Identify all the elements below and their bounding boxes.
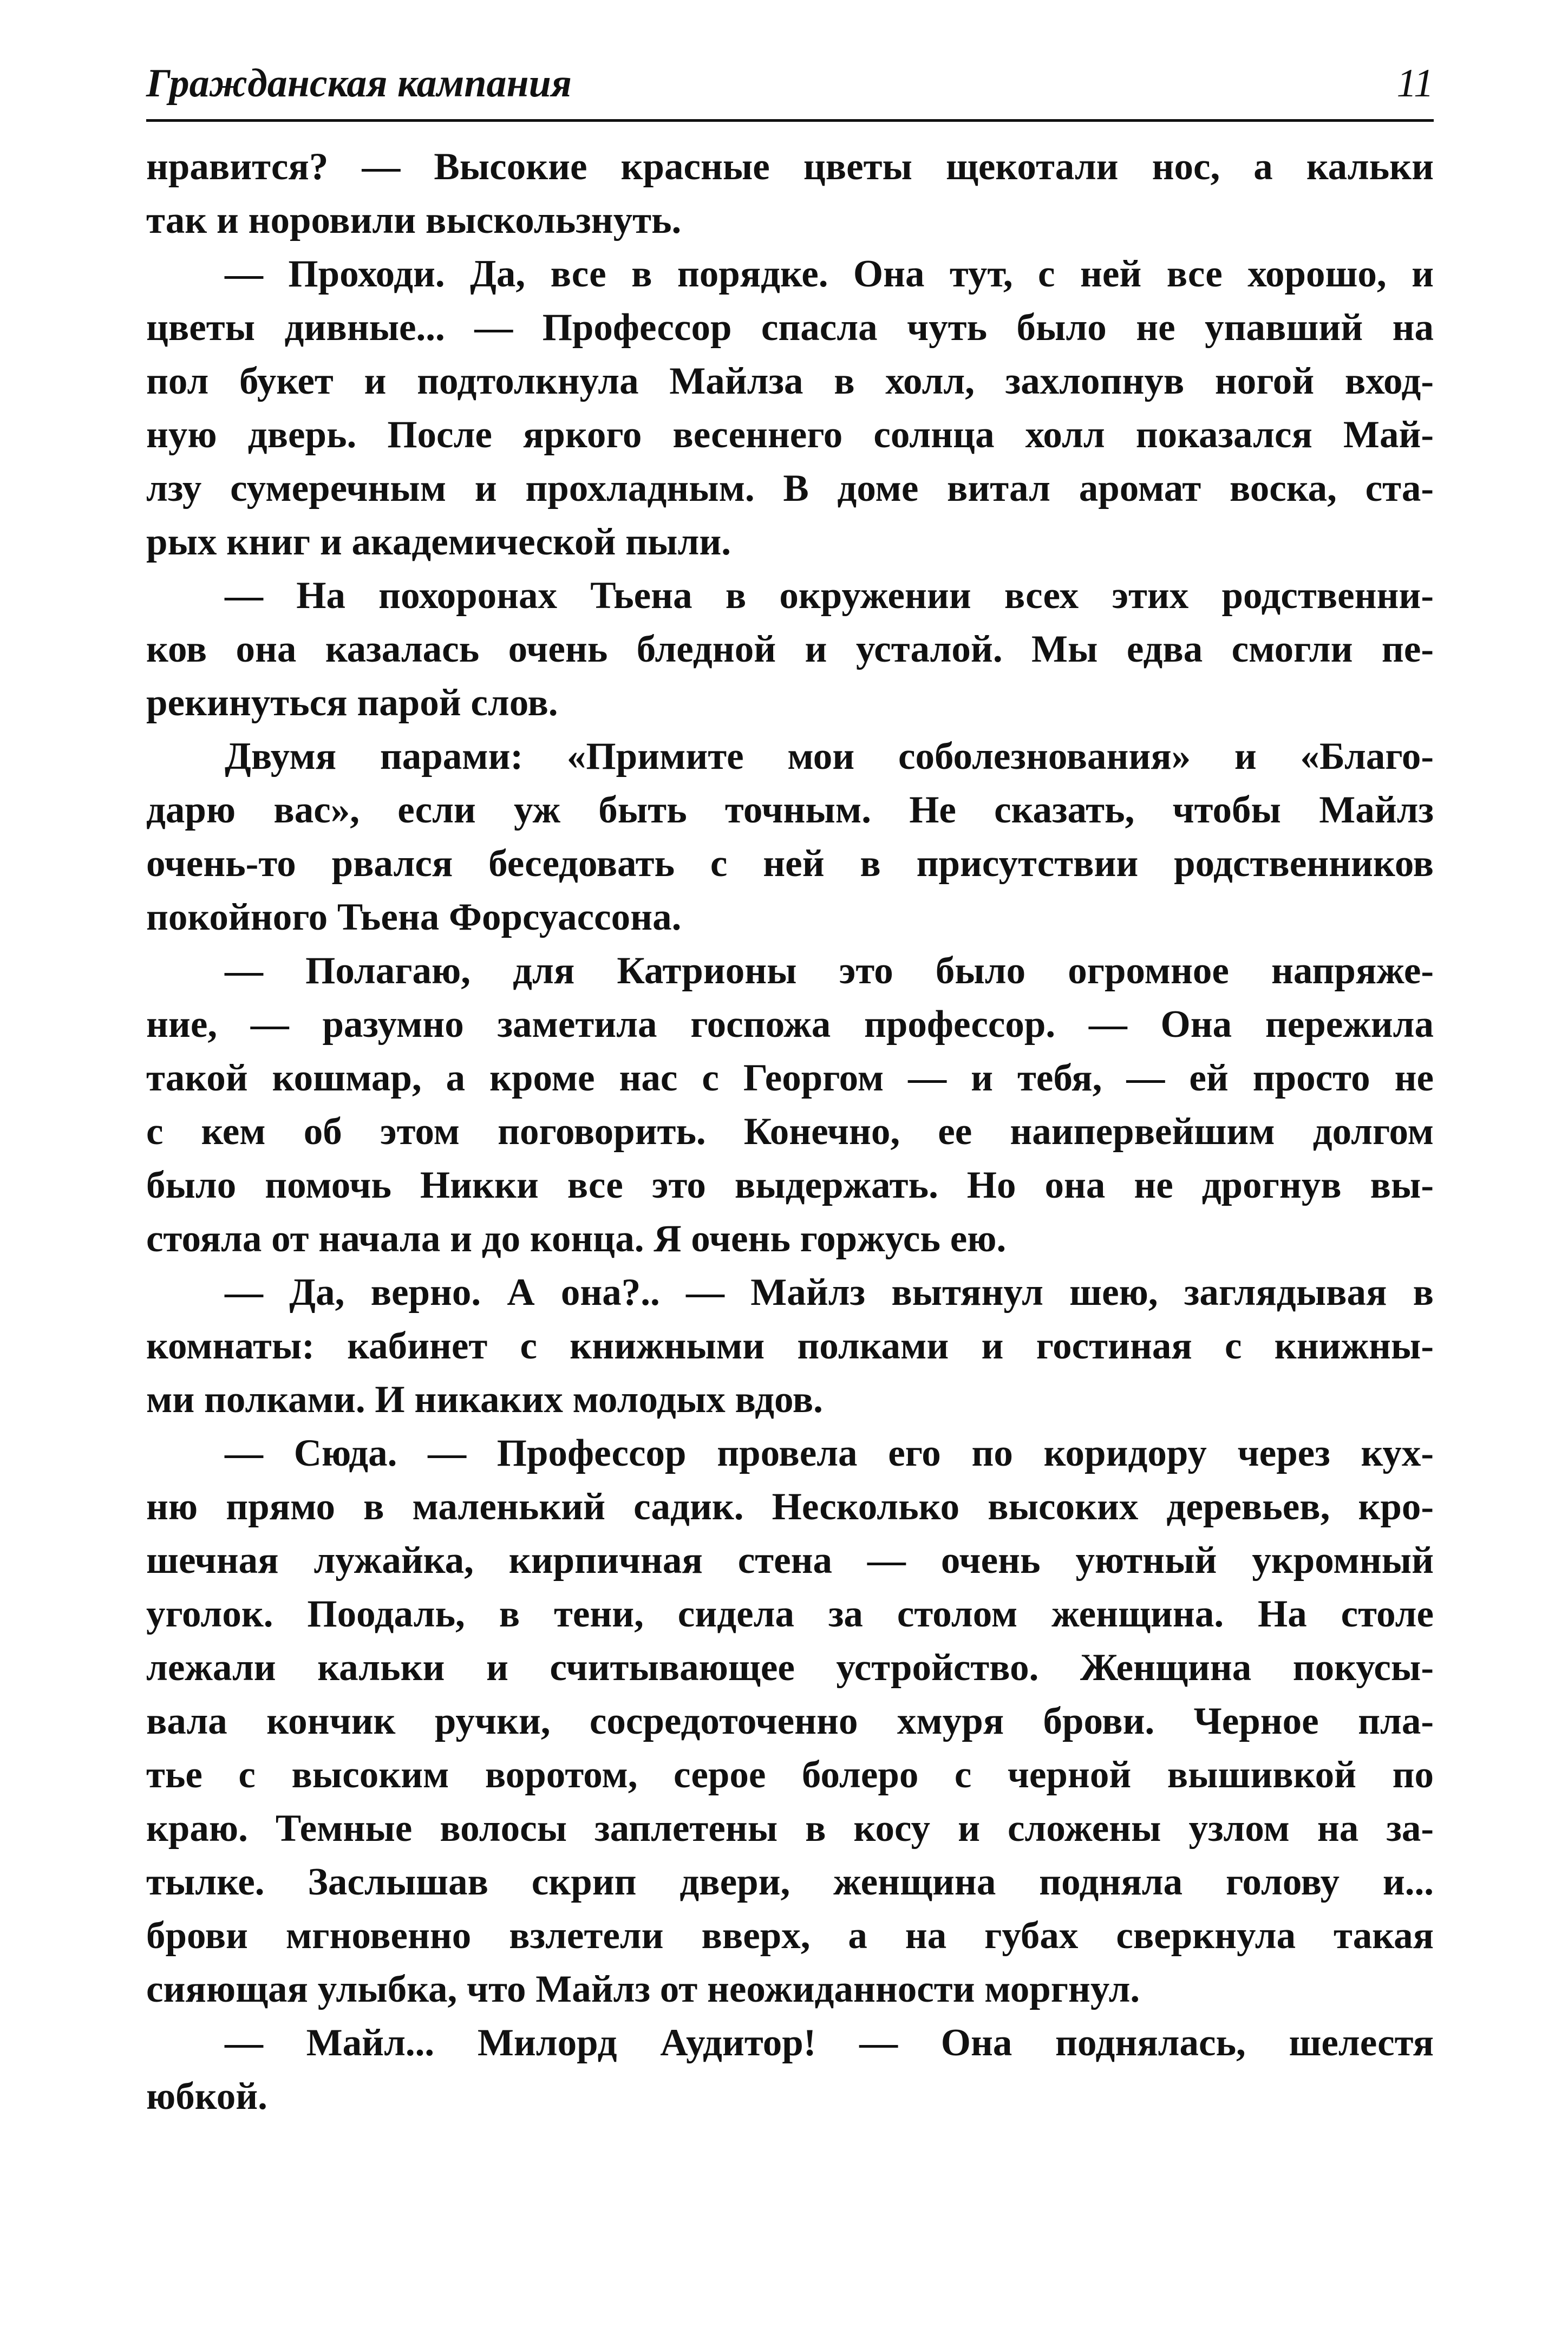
text-line: такой кошмар, а кроме нас с Георгом — и тебя, — ей просто не	[146, 1057, 1434, 1099]
paragraph	[146, 247, 1434, 569]
text-line: — Сюда. — Профессор провела его по коридору через кух-	[225, 1432, 1434, 1474]
text-line: тылке. Заслышав скрип двери, женщина подняла голову и...	[146, 1861, 1434, 1903]
text-line: комнаты: кабинет с книжными полками и гостиная с книжны-	[146, 1325, 1434, 1367]
paragraph	[146, 730, 1434, 944]
running-header	[146, 54, 1434, 122]
text-body	[146, 140, 1434, 2124]
text-line: ков она казалась очень бледной и усталой. Мы едва смогли пе-	[146, 628, 1434, 670]
text-line: рых книг и академической пыли.	[146, 521, 731, 563]
text-line: ную дверь. После яркого весеннего солнца холл показался Май-	[146, 414, 1434, 456]
text-line: дарю вас», если уж быть точным. Не сказать, чтобы Майлз	[146, 789, 1434, 831]
text-line: — На похоронах Тьена в окружении всех этих родственни-	[225, 574, 1434, 617]
text-line: — Полагаю, для Катрионы это было огромное напряже-	[225, 950, 1434, 992]
text-line: Двумя парами: «Примите мои соболезнования» и «Благо-	[225, 735, 1434, 778]
text-line: лзу сумеречным и прохладным. В доме витал аромат воска, ста-	[146, 467, 1434, 509]
text-line: было помочь Никки все это выдержать. Но она не дрогнув вы-	[146, 1164, 1434, 1206]
text-line: брови мгновенно взлетели вверх, а на губах сверкнула такая	[146, 1915, 1434, 1957]
paragraph	[146, 569, 1434, 730]
paragraph	[146, 944, 1434, 1266]
text-line: — Да, верно. А она?.. — Майлз вытянул шею, заглядывая в	[225, 1271, 1434, 1314]
text-line: так и норовили выскользнуть.	[146, 199, 682, 241]
text-line: — Проходи. Да, все в порядке. Она тут, с ней все хорошо, и	[225, 253, 1434, 295]
text-line: ню прямо в маленький садик. Несколько высоких деревьев, кро-	[146, 1486, 1434, 1528]
text-line: юбкой.	[146, 2075, 267, 2118]
text-line: ми полками. И никаких молодых вдов.	[146, 1378, 823, 1421]
text-line: ние, — разумно заметила госпожа профессор. — Она пережила	[146, 1003, 1434, 1046]
text-line: краю. Темные волосы заплетены в косу и сложены узлом на за-	[146, 1807, 1434, 1850]
text-line: стояла от начала и до конца. Я очень горжусь ею.	[146, 1218, 1007, 1260]
text-line: цветы дивные... — Профессор спасла чуть было не упавший на	[146, 306, 1434, 349]
text-line: тье с высоким воротом, серое болеро с черной вышивкой по	[146, 1754, 1434, 1796]
text-line: уголок. Поодаль, в тени, сидела за столом женщина. На столе	[146, 1593, 1434, 1635]
paragraph	[146, 1266, 1434, 1427]
text-line: рекинуться парой слов.	[146, 682, 558, 724]
text-line: — Майл... Милорд Аудитор! — Она поднялась, шелестя	[225, 2022, 1434, 2064]
text-line: с кем об этом поговорить. Конечно, ее наипервейшим долгом	[146, 1110, 1434, 1153]
text-line: пол букет и подтолкнула Майлза в холл, захлопнув ногой вход-	[146, 360, 1434, 402]
text-line: лежали кальки и считывающее устройство. Женщина покусы-	[146, 1647, 1434, 1689]
page-number: 11	[1396, 61, 1434, 106]
text-line: вала кончик ручки, сосредоточенно хмуря брови. Черное пла-	[146, 1700, 1434, 1742]
text-line: нравится? — Высокие красные цветы щекотали нос, а кальки	[146, 146, 1434, 188]
text-line: сияющая улыбка, что Майлз от неожиданности моргнул.	[146, 1968, 1140, 2010]
paragraph	[146, 140, 1434, 247]
running-title: Гражданская кампания	[146, 61, 572, 106]
paragraph	[146, 2016, 1434, 2124]
text-line: покойного Тьена Форсуассона.	[146, 896, 682, 938]
paragraph	[146, 1427, 1434, 2016]
text-line: шечная лужайка, кирпичная стена — очень уютный укромный	[146, 1539, 1434, 1582]
book-page	[146, 54, 1434, 2124]
text-line: очень-то рвался беседовать с ней в присутствии родственников	[146, 842, 1434, 885]
